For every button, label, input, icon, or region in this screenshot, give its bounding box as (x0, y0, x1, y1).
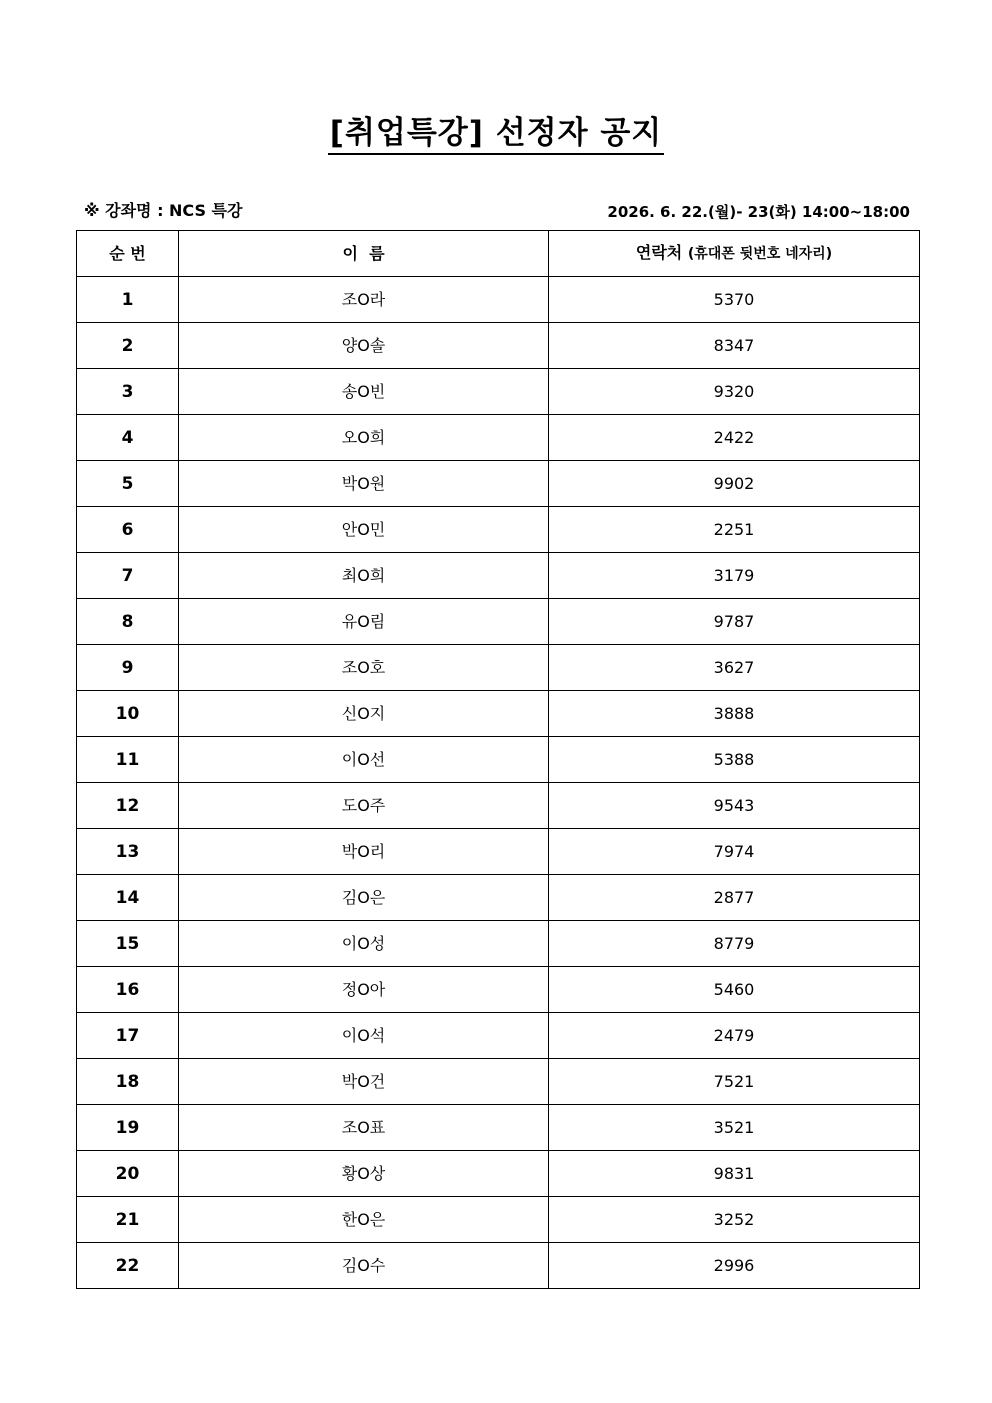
row-name: 박O건 (179, 1059, 549, 1105)
row-name: 도O주 (179, 783, 549, 829)
row-name: 조O호 (179, 645, 549, 691)
row-name: 박O리 (179, 829, 549, 875)
table-row (77, 921, 920, 967)
row-phone: 9902 (549, 461, 920, 507)
row-number: 15 (77, 921, 179, 967)
table-row (77, 737, 920, 783)
row-phone: 7521 (549, 1059, 920, 1105)
header-phone (549, 231, 920, 277)
table-row (77, 1243, 920, 1289)
table-row (77, 323, 920, 369)
table-row (77, 829, 920, 875)
row-phone: 5460 (549, 967, 920, 1013)
row-number: 17 (77, 1013, 179, 1059)
table-row (77, 967, 920, 1013)
table-row (77, 1197, 920, 1243)
row-phone: 5388 (549, 737, 920, 783)
row-number: 20 (77, 1151, 179, 1197)
row-number: 8 (77, 599, 179, 645)
row-phone: 9320 (549, 369, 920, 415)
row-number: 12 (77, 783, 179, 829)
table-row (77, 369, 920, 415)
row-name: 황O상 (179, 1151, 549, 1197)
row-number: 4 (77, 415, 179, 461)
table-row (77, 645, 920, 691)
row-number: 18 (77, 1059, 179, 1105)
row-phone: 2251 (549, 507, 920, 553)
row-number: 19 (77, 1105, 179, 1151)
row-name: 김O은 (179, 875, 549, 921)
row-phone: 3521 (549, 1105, 920, 1151)
row-name: 이O성 (179, 921, 549, 967)
table-row (77, 1013, 920, 1059)
row-phone: 3252 (549, 1197, 920, 1243)
header-name: 이 름 (179, 231, 549, 277)
row-number: 10 (77, 691, 179, 737)
row-phone: 2996 (549, 1243, 920, 1289)
row-number: 6 (77, 507, 179, 553)
table-row (77, 461, 920, 507)
row-name: 박O원 (179, 461, 549, 507)
table-body (77, 277, 920, 1289)
table-row (77, 507, 920, 553)
row-phone: 3888 (549, 691, 920, 737)
row-phone: 2422 (549, 415, 920, 461)
course-name: ※ 강좌명 : NCS 특강 (84, 201, 243, 220)
row-number: 9 (77, 645, 179, 691)
header-phone-sub: (휴대폰 뒷번호 네자리) (687, 246, 833, 262)
page-title-text: [취업특강] 선정자 공지 (328, 114, 664, 155)
row-name: 안O민 (179, 507, 549, 553)
row-phone: 2877 (549, 875, 920, 921)
course-schedule: 2026. 6. 22.(월)- 23(화) 14:00~18:00 (607, 203, 910, 221)
table-row (77, 875, 920, 921)
row-phone: 3627 (549, 645, 920, 691)
row-name: 김O수 (179, 1243, 549, 1289)
table-row (77, 783, 920, 829)
row-name: 신O지 (179, 691, 549, 737)
row-name: 정O아 (179, 967, 549, 1013)
header-phone-label: 연락처 (635, 243, 683, 262)
row-number: 22 (77, 1243, 179, 1289)
row-phone: 9831 (549, 1151, 920, 1197)
row-phone: 5370 (549, 277, 920, 323)
row-number: 2 (77, 323, 179, 369)
row-name: 유O림 (179, 599, 549, 645)
row-name: 최O희 (179, 553, 549, 599)
table-row (77, 599, 920, 645)
row-name: 오O희 (179, 415, 549, 461)
row-number: 3 (77, 369, 179, 415)
row-phone: 3179 (549, 553, 920, 599)
row-number: 5 (77, 461, 179, 507)
page-title (0, 114, 992, 155)
table-row (77, 1105, 920, 1151)
table-row (77, 1059, 920, 1105)
selection-table (76, 230, 920, 1289)
table-row (77, 1151, 920, 1197)
header-no: 순 번 (77, 231, 179, 277)
row-number: 1 (77, 277, 179, 323)
row-number: 13 (77, 829, 179, 875)
row-phone: 7974 (549, 829, 920, 875)
row-name: 이O석 (179, 1013, 549, 1059)
table-row (77, 691, 920, 737)
row-phone: 9543 (549, 783, 920, 829)
row-number: 16 (77, 967, 179, 1013)
row-name: 조O라 (179, 277, 549, 323)
row-phone: 8347 (549, 323, 920, 369)
row-name: 이O선 (179, 737, 549, 783)
row-phone: 2479 (549, 1013, 920, 1059)
row-number: 7 (77, 553, 179, 599)
row-number: 21 (77, 1197, 179, 1243)
row-name: 조O표 (179, 1105, 549, 1151)
row-phone: 9787 (549, 599, 920, 645)
table-row (77, 553, 920, 599)
row-name: 한O은 (179, 1197, 549, 1243)
row-name: 양O솔 (179, 323, 549, 369)
table-row (77, 277, 920, 323)
table-row (77, 415, 920, 461)
row-number: 11 (77, 737, 179, 783)
row-name: 송O빈 (179, 369, 549, 415)
table-header-row (77, 231, 920, 277)
row-number: 14 (77, 875, 179, 921)
row-phone: 8779 (549, 921, 920, 967)
